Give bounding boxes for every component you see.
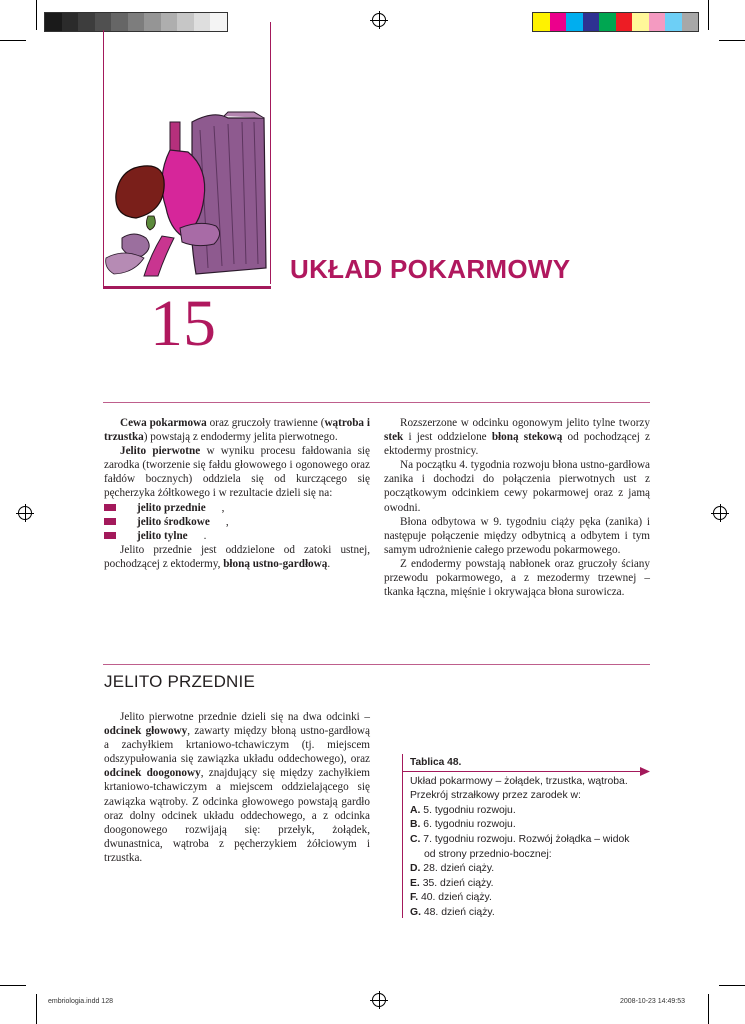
table-line: Przekrój strzałkowy przez zarodek w: <box>410 790 581 802</box>
chapter-vertical-rule-right <box>270 22 271 284</box>
bullet-square-icon <box>104 518 116 525</box>
intro-left-column <box>104 416 370 571</box>
registration-mark-icon <box>713 506 727 520</box>
intro-paragraph: Jelito przednie jest oddzielone od zatoki ustnej, pochodzącej z ektodermy, błoną ustno-gardłową. <box>104 543 370 570</box>
table-caption <box>402 756 647 921</box>
table-item: G. 48. dzień ciąży. <box>410 906 495 918</box>
footer-timestamp: 2008-10-23 14:49:53 <box>620 998 685 1005</box>
registration-mark-icon <box>18 506 32 520</box>
grayscale-calibration-bar <box>44 12 228 32</box>
intro-right-column <box>384 416 650 599</box>
crop-mark <box>36 994 37 1024</box>
table-item: D. 28. dzień ciąży. <box>410 863 495 875</box>
registration-mark-icon <box>372 13 386 27</box>
registration-mark-icon <box>372 993 386 1007</box>
chapter-number: 15 <box>150 287 216 360</box>
table-item: C. 7. tygodniu rozwoju. Rozwój żołądka – widok <box>410 833 630 845</box>
crop-mark <box>708 0 709 30</box>
section-divider <box>103 664 650 665</box>
table-line: Układ pokarmowy – żołądek, trzustka, wątroba. <box>410 775 628 787</box>
intro-paragraph: Jelito pierwotne w wyniku procesu fałdowania się zarodka (tworzenie się fałdu głowowego i ogonowego oraz fałdów bocznych) oddziela się od kurczącego się pęcherzyka żółtkowego i w rezultacie dzieli się na: <box>104 445 371 500</box>
section-paragraph: Jelito pierwotne przednie dzieli się na dwa odcinki – odcinek głowowy, zawarty między błoną ustno-gardłową a zachyłkiem krtaniowo-tchawiczym (tj. miejscem odszypułowania się zawiązka układu oddechowego), oraz odcinek doogonowy, znajdujący się między zachyłkiem krtaniowo-tchawiczym a miejscem oddzielającego się zawiązka wątroby. Z odcinka głowowego powstają gardło oraz dolny odcinek układu oddechowego, a z odcinka doogonowego rozwijają się: przełyk, żołądek, dwunastnica, wątroba z pęcherzykiem żółciowym i trzustka. <box>104 711 371 864</box>
bullet-square-icon <box>104 504 116 511</box>
intro-paragraph: Cewa pokarmowa oraz gruczoły trawienne (wątroba i trzustka) powstają z endodermy jelita pierwotnego. <box>104 417 370 444</box>
color-calibration-bar <box>532 12 699 32</box>
list-item: jelito przednie , <box>104 501 370 515</box>
table-item: A. 5. tygodniu rozwoju. <box>410 804 516 816</box>
crop-mark <box>0 985 26 986</box>
intro-paragraph: Na początku 4. tygodnia rozwoju błona ustno-gardłowa zanika i dochodzi do połączenia pierwotnych ust z początkowym odcinkiem cewy pokarmowej oraz z jamą owodni. <box>384 459 650 514</box>
crop-mark <box>0 40 26 41</box>
table-item: F. 40. dzień ciąży. <box>410 892 492 904</box>
footer-file: embriologia.indd 128 <box>48 998 113 1005</box>
bullet-square-icon <box>104 532 116 539</box>
intro-paragraph: Błona odbytowa w 9. tygodniu ciąży pęka (zanika) i następuje połączenie między odbytnicą a odbytem i tym samym udrożnienie całego przewodu pokarmowego. <box>384 515 650 556</box>
chapter-title: UKŁAD POKARMOWY <box>290 254 571 284</box>
crop-mark <box>719 40 745 41</box>
table-name: Tablica 48. <box>410 757 462 768</box>
section-body <box>104 710 370 865</box>
digestive-organs-illustration-icon <box>104 108 270 278</box>
crop-mark <box>708 994 709 1024</box>
crop-mark <box>36 0 37 30</box>
table-item: od strony przednio-bocznej: <box>424 848 552 860</box>
section-title: JELITO PRZEDNIE <box>104 672 255 691</box>
list-item: jelito środkowe , <box>104 515 370 529</box>
intro-paragraph: Z endodermy powstają nabłonek oraz gruczoły ściany przewodu pokarmowego, a z mezodermy trzewnej – tkanka łączna, mięśnie i okrywająca błona surowicza. <box>384 557 650 599</box>
table-item: B. 6. tygodniu rozwoju. <box>410 819 516 831</box>
list-item: jelito tylne . <box>104 529 370 543</box>
intro-paragraph: Rozszerzone w odcinku ogonowym jelito tylne tworzy stek i jest oddzielone błoną stekową od pochodzącej z ektodermy prostnicy. <box>384 417 650 458</box>
intro-divider <box>103 402 650 403</box>
crop-mark <box>719 985 745 986</box>
table-item: E. 35. dzień ciąży. <box>410 877 494 889</box>
